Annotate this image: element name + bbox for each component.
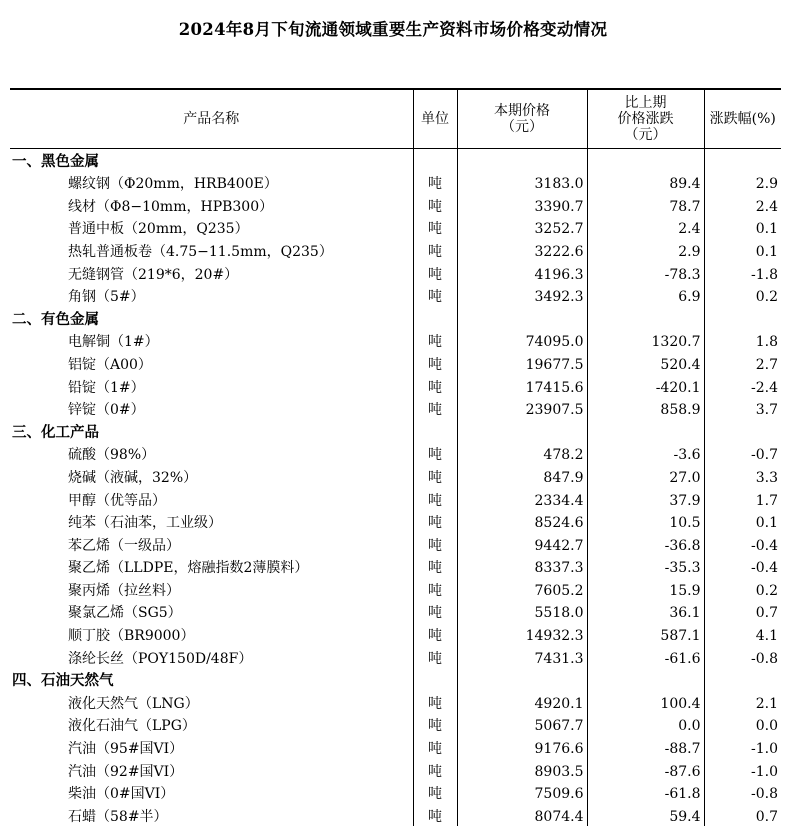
price-change-value: 858.9 — [587, 397, 704, 420]
unit-value: 吨 — [413, 510, 457, 533]
table-row — [10, 284, 781, 307]
empty-cell — [457, 419, 587, 442]
change-percent-value: 3.3 — [704, 464, 781, 487]
category-row — [10, 668, 781, 691]
header-unit: 单位 — [413, 89, 457, 148]
product-name: 烧碱（液碱，32%） — [68, 469, 198, 486]
table-row — [10, 735, 781, 758]
change-percent-value: 0.0 — [704, 713, 781, 736]
unit-value: 吨 — [413, 464, 457, 487]
empty-cell — [457, 306, 587, 329]
current-price-value: 8074.4 — [457, 803, 587, 826]
header-product-name: 产品名称 — [10, 89, 413, 148]
empty-cell — [704, 148, 781, 171]
price-change-value: -36.8 — [587, 532, 704, 555]
empty-cell — [413, 148, 457, 171]
empty-cell — [587, 419, 704, 442]
change-percent-value: 0.1 — [704, 216, 781, 239]
unit-value: 吨 — [413, 238, 457, 261]
change-percent-value: -1.0 — [704, 735, 781, 758]
unit-value: 吨 — [413, 735, 457, 758]
change-percent-value: 0.7 — [704, 600, 781, 623]
current-price-value: 7431.3 — [457, 645, 587, 668]
unit-value: 吨 — [413, 600, 457, 623]
table-row — [10, 216, 781, 239]
unit-value: 吨 — [413, 781, 457, 804]
table-row — [10, 600, 781, 623]
unit-value: 吨 — [413, 284, 457, 307]
category-row — [10, 419, 781, 442]
table-header — [10, 89, 781, 148]
product-name: 锌锭（0#） — [68, 402, 145, 419]
empty-cell — [704, 419, 781, 442]
price-change-value: -61.6 — [587, 645, 704, 668]
price-change-value: 15.9 — [587, 577, 704, 600]
table-row — [10, 781, 781, 804]
unit-value: 吨 — [413, 171, 457, 194]
current-price-value: 7605.2 — [457, 577, 587, 600]
table-row — [10, 713, 781, 736]
change-percent-value: 0.2 — [704, 577, 781, 600]
current-price-value: 17415.6 — [457, 374, 587, 397]
product-name: 角钢（5#） — [68, 289, 145, 306]
current-price-value: 3492.3 — [457, 284, 587, 307]
price-change-value: -88.7 — [587, 735, 704, 758]
product-name: 螺纹钢（Φ20mm，HRB400E） — [68, 176, 278, 193]
change-percent-value: 0.1 — [704, 510, 781, 533]
product-name: 聚乙烯（LLDPE，熔融指数2薄膜料） — [68, 560, 309, 577]
change-percent-value: -0.8 — [704, 781, 781, 804]
empty-cell — [587, 148, 704, 171]
change-percent-value: -0.4 — [704, 555, 781, 578]
header-current-price-line2: （元） — [501, 118, 543, 135]
price-change-value: 37.9 — [587, 487, 704, 510]
current-price-value: 3252.7 — [457, 216, 587, 239]
product-name: 苯乙烯（一级品） — [68, 537, 180, 554]
table-body — [10, 148, 781, 826]
document-title: 2024年8月下旬流通领域重要生产资料市场价格变动情况 — [178, 20, 608, 39]
header-current-price — [457, 89, 587, 148]
unit-value: 吨 — [413, 216, 457, 239]
current-price-value: 23907.5 — [457, 397, 587, 420]
change-percent-value: -0.8 — [704, 645, 781, 668]
unit-value: 吨 — [413, 351, 457, 374]
product-name: 液化石油气（LPG） — [68, 718, 196, 735]
current-price-value: 3390.7 — [457, 193, 587, 216]
price-change-value: 2.4 — [587, 216, 704, 239]
product-name: 汽油（95#国VI） — [68, 741, 184, 758]
table-row — [10, 261, 781, 284]
current-price-value: 7509.6 — [457, 781, 587, 804]
table-row — [10, 645, 781, 668]
price-change-value: 27.0 — [587, 464, 704, 487]
current-price-value: 8524.6 — [457, 510, 587, 533]
category-row — [10, 306, 781, 329]
unit-value: 吨 — [413, 532, 457, 555]
current-price-value: 9176.6 — [457, 735, 587, 758]
unit-value: 吨 — [413, 442, 457, 465]
price-table — [10, 88, 781, 826]
price-change-value: 6.9 — [587, 284, 704, 307]
product-name: 石蜡（58#半） — [68, 808, 168, 825]
price-change-value: 78.7 — [587, 193, 704, 216]
product-name: 聚氯乙烯（SG5） — [68, 605, 182, 622]
current-price-value: 847.9 — [457, 464, 587, 487]
empty-cell — [457, 148, 587, 171]
current-price-value: 3183.0 — [457, 171, 587, 194]
unit-value: 吨 — [413, 622, 457, 645]
table-row — [10, 622, 781, 645]
unit-value: 吨 — [413, 397, 457, 420]
price-change-value: -420.1 — [587, 374, 704, 397]
change-percent-value: 3.7 — [704, 397, 781, 420]
price-change-value: 587.1 — [587, 622, 704, 645]
price-change-value: -87.6 — [587, 758, 704, 781]
product-name: 线材（Φ8−10mm，HPB300） — [68, 198, 274, 215]
empty-cell — [704, 306, 781, 329]
unit-value: 吨 — [413, 374, 457, 397]
current-price-value: 5067.7 — [457, 713, 587, 736]
category-label: 四、石油天然气 — [12, 672, 114, 690]
empty-cell — [587, 668, 704, 691]
current-price-value: 14932.3 — [457, 622, 587, 645]
table-row — [10, 577, 781, 600]
empty-cell — [413, 419, 457, 442]
table-row — [10, 329, 781, 352]
table-row — [10, 803, 781, 826]
category-label: 三、化工产品 — [12, 423, 99, 441]
current-price-value: 5518.0 — [457, 600, 587, 623]
change-percent-value: 0.7 — [704, 803, 781, 826]
change-percent-value: 2.4 — [704, 193, 781, 216]
unit-value: 吨 — [413, 193, 457, 216]
category-row — [10, 148, 781, 171]
product-name: 涤纶长丝（POY150D/48F） — [68, 650, 253, 667]
unit-value: 吨 — [413, 803, 457, 826]
price-change-value: 100.4 — [587, 690, 704, 713]
change-percent-value: 0.2 — [704, 284, 781, 307]
price-change-value: 0.0 — [587, 713, 704, 736]
unit-value: 吨 — [413, 645, 457, 668]
header-price-change-line1: 比上期 — [624, 94, 667, 111]
product-name: 纯苯（石油苯，工业级） — [68, 515, 222, 532]
unit-value: 吨 — [413, 713, 457, 736]
table-row — [10, 532, 781, 555]
empty-cell — [587, 306, 704, 329]
table-row — [10, 374, 781, 397]
change-percent-value: 4.1 — [704, 622, 781, 645]
table-row — [10, 397, 781, 420]
table-row — [10, 510, 781, 533]
table-row — [10, 351, 781, 374]
price-change-value: 520.4 — [587, 351, 704, 374]
product-name: 硫酸（98%） — [68, 447, 156, 464]
product-name: 汽油（92#国VI） — [68, 763, 184, 780]
product-name: 液化天然气（LNG） — [68, 695, 199, 712]
product-name: 电解铜（1#） — [68, 334, 159, 351]
change-percent-value: -2.4 — [704, 374, 781, 397]
price-change-value: -35.3 — [587, 555, 704, 578]
product-name: 无缝钢管（219*6，20#） — [68, 266, 239, 283]
header-current-price-line1: 本期价格 — [494, 102, 550, 119]
product-name: 聚丙烯（拉丝料） — [68, 582, 180, 599]
header-price-change — [587, 89, 704, 148]
current-price-value: 74095.0 — [457, 329, 587, 352]
category-label: 一、黑色金属 — [12, 152, 99, 170]
change-percent-value: 2.7 — [704, 351, 781, 374]
table-row — [10, 464, 781, 487]
current-price-value: 4196.3 — [457, 261, 587, 284]
change-percent-value: 1.7 — [704, 487, 781, 510]
product-name: 顺丁胶（BR9000） — [68, 628, 195, 645]
product-name: 铅锭（1#） — [68, 379, 145, 396]
header-row — [10, 89, 781, 148]
header-change-percent: 涨跌幅(%) — [704, 89, 781, 148]
empty-cell — [457, 668, 587, 691]
table-row — [10, 238, 781, 261]
table-row — [10, 690, 781, 713]
change-percent-value: 0.1 — [704, 238, 781, 261]
table-row — [10, 487, 781, 510]
product-name: 甲醇（优等品） — [68, 492, 166, 509]
header-price-change-line2: 价格涨跌 — [617, 110, 674, 127]
current-price-value: 3222.6 — [457, 238, 587, 261]
category-label: 二、有色金属 — [12, 310, 99, 328]
price-change-value: -78.3 — [587, 261, 704, 284]
current-price-value: 8903.5 — [457, 758, 587, 781]
price-change-value: 89.4 — [587, 171, 704, 194]
table-row — [10, 171, 781, 194]
unit-value: 吨 — [413, 690, 457, 713]
empty-cell — [413, 306, 457, 329]
price-change-value: -3.6 — [587, 442, 704, 465]
header-price-change-line3: （元） — [624, 126, 667, 143]
price-change-value: 36.1 — [587, 600, 704, 623]
change-percent-value: 2.9 — [704, 171, 781, 194]
price-change-value: 10.5 — [587, 510, 704, 533]
current-price-value: 4920.1 — [457, 690, 587, 713]
unit-value: 吨 — [413, 577, 457, 600]
table-row — [10, 555, 781, 578]
current-price-value: 2334.4 — [457, 487, 587, 510]
current-price-value: 478.2 — [457, 442, 587, 465]
unit-value: 吨 — [413, 758, 457, 781]
unit-value: 吨 — [413, 487, 457, 510]
change-percent-value: -0.7 — [704, 442, 781, 465]
price-change-value: -61.8 — [587, 781, 704, 804]
change-percent-value: 2.1 — [704, 690, 781, 713]
unit-value: 吨 — [413, 261, 457, 284]
product-name: 柴油（0#国VI） — [68, 786, 175, 803]
price-change-value: 59.4 — [587, 803, 704, 826]
change-percent-value: 1.8 — [704, 329, 781, 352]
price-change-value: 1320.7 — [587, 329, 704, 352]
unit-value: 吨 — [413, 329, 457, 352]
unit-value: 吨 — [413, 555, 457, 578]
table-row — [10, 758, 781, 781]
change-percent-value: -1.0 — [704, 758, 781, 781]
current-price-value: 19677.5 — [457, 351, 587, 374]
current-price-value: 8337.3 — [457, 555, 587, 578]
price-change-value: 2.9 — [587, 238, 704, 261]
change-percent-value: -0.4 — [704, 532, 781, 555]
table-row — [10, 193, 781, 216]
current-price-value: 9442.7 — [457, 532, 587, 555]
product-name: 热轧普通板卷（4.75−11.5mm，Q235） — [68, 243, 333, 260]
product-name: 普通中板（20mm，Q235） — [68, 221, 249, 238]
table-row — [10, 442, 781, 465]
product-name: 铝锭（A00） — [68, 356, 152, 373]
change-percent-value: -1.8 — [704, 261, 781, 284]
empty-cell — [704, 668, 781, 691]
empty-cell — [413, 668, 457, 691]
